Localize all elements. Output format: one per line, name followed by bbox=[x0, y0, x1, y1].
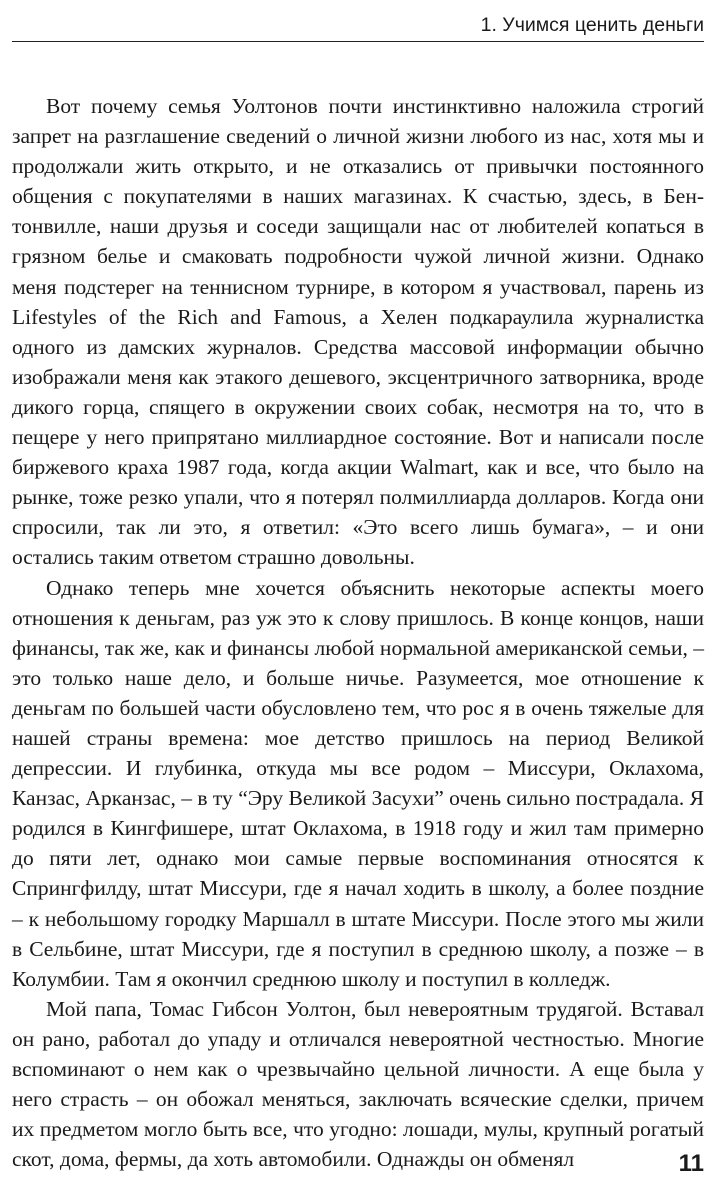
chapter-title: 1. Учимся ценить деньги bbox=[480, 14, 704, 36]
page-number: 11 bbox=[678, 1150, 704, 1177]
paragraph-1: Вот почему семья Уолтонов почти инстинктивно наложила строгий запрет на разглашение сведений о личной жизни любого из нас, хотя мы и продолжали жить открыто, и не отказались от привычки постоянного общения с покупателями в наших магазинах. К счастью, здесь, в Бентонвилле, наши друзья и соседи защищали нас от любителей копаться в грязном белье и смаковать подробности чужой личной жизни. Однако меня подстерег на теннисном турнире, в котором я участвовал, парень из Lifestyles of the Rich and Famous, а Хелен подкараулила журналистка одного из дамских журналов. Средства массовой информации обычно изображали меня как этакого дешевого, эксцентричного затворника, вроде дикого горца, спящего в окружении своих собак, несмотря на то, что в пещере у него припрятано миллиардное состояние. Вот и написали после биржевого краха 1987 года, когда акции Walmart, как и все, что было на рынке, тоже резко упали, что я потерял полмиллиарда долларов. Когда они спросили, так ли это, я ответил: «Это всего лишь бумага», – и они остались таким ответом страшно довольны. bbox=[12, 94, 704, 570]
paragraph-3: Мой папа, Томас Гибсон Уолтон, был невероятным трудягой. Вставал он рано, работал до упаду и отличался невероятной честностью. Многие вспоминают о нем как о чрезвычайно цельной личности. А еще была у него страсть – он обожал меняться, заключать всяческие сделки, причем их предметом могло быть все, что угодно: лошади, мулы, крупный рогатый скот, дома, фермы, да хоть автомобили. Однажды он обменял bbox=[12, 996, 704, 1172]
body-text bbox=[12, 91, 704, 1174]
paragraph-2: Однако теперь мне хочется объяснить некоторые аспекты моего отношения к деньгам, раз уж это к слову пришлось. В конце концов, наши финансы, так же, как и финансы любой нормальной американской семьи, – это только наше дело, и больше ничье. Разумеется, мое отношение к деньгам по большей части обусловлено тем, что рос я в очень тяжелые для нашей страны времена: мое детство пришлось на период Великой депрессии. И глубинка, откуда мы все родом – Миссури, Оклахома, Канзас, Арканзас, – в ту “Эру Великой Засухи” очень сильно пострадала. Я родился в Кингфишере, штат Оклахома, в 1918 году и жил там примерно до пяти лет, однако мои самые первые воспоминания относятся к Спрингфилду, штат Миссури, где я начал ходить в школу, а более поздние – к небольшому городку Маршалл в штате Миссури. После этого мы жили в Сельбине, штат Миссури, где я поступил в среднюю школу, а позже – в Колумбии. Там я окончил среднюю школу и поступил в колледж. bbox=[12, 575, 704, 991]
running-head bbox=[12, 8, 704, 42]
